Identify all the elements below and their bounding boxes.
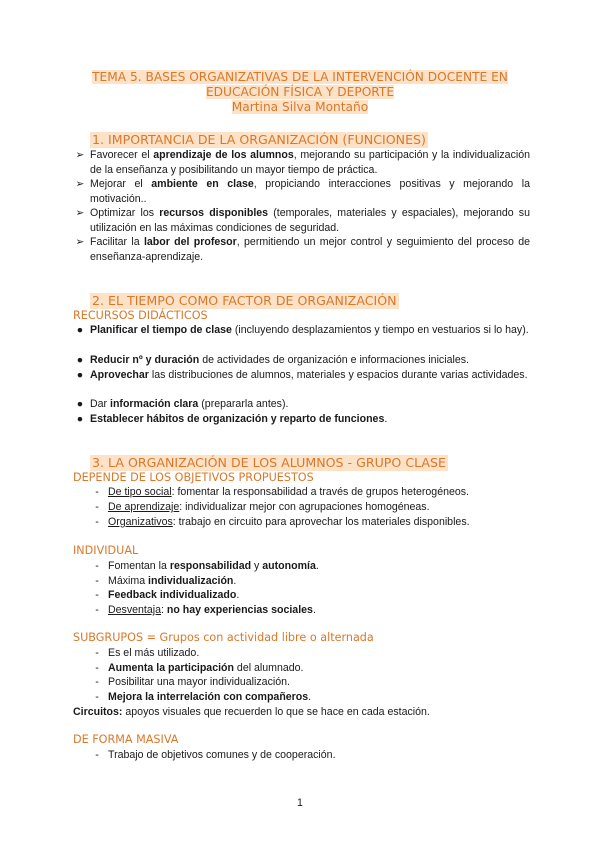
- section-2-heading: 2. EL TIEMPO COMO FACTOR DE ORGANIZACIÓN: [92, 293, 397, 308]
- s1-item-1: ➢ Favorecer el aprendizaje de los alumnos, mejorando su participación y la individualización de la enseñanza y posibilitando un mayor tiempo de práctica.: [90, 148, 530, 177]
- dash-bullet: -: [95, 662, 99, 674]
- bullet-dot-icon: ●: [76, 324, 84, 336]
- s3-massive-subheading: DE FORMA MASIVA: [73, 733, 179, 746]
- page-number: 1: [297, 797, 303, 809]
- s2-item-2: ● Reducir nº y duración de actividades de organización e informaciones iniciales.: [90, 353, 530, 368]
- dash-bullet: -: [95, 604, 99, 616]
- bullet-dot-icon: ●: [76, 369, 84, 381]
- dash-bullet: -: [95, 691, 99, 703]
- title-line-2: EDUCACIÓN FÍSICA Y DEPORTE: [205, 85, 395, 99]
- s3-sg-item-1: - Es el más utilizado.: [108, 646, 533, 661]
- s3-sg-item-2: - Aumenta la participación del alumnado.: [108, 661, 533, 676]
- s3-objectives-subheading: DEPENDE DE LOS OBJETIVOS PROPUESTOS: [73, 471, 314, 484]
- s3-ind-item-4: - Desventaja: no hay experiencias sociales.: [108, 603, 533, 618]
- s2-item-4: ● Dar información clara (prepararla antes).: [90, 397, 530, 412]
- document-title: [70, 70, 530, 115]
- s3-obj-item-3: - Organizativos: trabajo en circuito para aprovechar los materiales disponibles.: [108, 515, 533, 530]
- s2-subheading: RECURSOS DIDÁCTICOS: [73, 309, 208, 322]
- arrow-bullet-icon: ➢: [75, 236, 85, 248]
- s3-individual-subheading: INDIVIDUAL: [73, 544, 139, 557]
- bullet-dot-icon: ●: [76, 354, 84, 366]
- dash-bullet: -: [95, 589, 99, 601]
- s3-mas-item-1: - Trabajo de objetivos comunes y de cooperación.: [108, 748, 533, 763]
- s1-item-4: ➢ Facilitar la labor del profesor, permitiendo un mejor control y seguimiento del proceso de enseñanza-aprendizaje.: [90, 235, 530, 264]
- dash-bullet: -: [95, 676, 99, 688]
- s3-sg-item-4: - Mejora la interrelación con compañeros.: [108, 690, 533, 705]
- dash-bullet: -: [95, 560, 99, 572]
- s2-item-3: ● Aprovechar las distribuciones de alumnos, materiales y espacios durante varias actividades.: [90, 368, 530, 383]
- dash-bullet: -: [95, 647, 99, 659]
- s3-circuitos-note: Circuitos: apoyos visuales que recuerden lo que se hace en cada estación.: [73, 706, 430, 718]
- s3-ind-item-2: - Máxima individualización.: [108, 574, 533, 589]
- s1-item-3: ➢ Optimizar los recursos disponibles (temporales, materiales y espaciales), mejorando su utilización en las máximas condiciones de seguridad.: [90, 206, 530, 235]
- s2-item-1: ● Planificar el tiempo de clase (incluyendo desplazamientos y tiempo en vestuarios si lo hay).: [90, 323, 530, 338]
- section-3-heading: 3. LA ORGANIZACIÓN DE LOS ALUMNOS - GRUPO CLASE: [92, 455, 446, 470]
- dash-bullet: -: [95, 516, 99, 528]
- title-line-1: TEMA 5. BASES ORGANIZATIVAS DE LA INTERVENCIÓN DOCENTE EN: [92, 70, 508, 84]
- bullet-dot-icon: ●: [76, 398, 84, 410]
- s1-item-2: ➢ Mejorar el ambiente en clase, propiciando interacciones positivas y mejorando la motivación..: [90, 177, 530, 206]
- s3-obj-item-2: - De aprendizaje: individualizar mejor con agrupaciones homogéneas.: [108, 500, 533, 515]
- dash-bullet: -: [95, 486, 99, 498]
- s3-sg-item-3: - Posibilitar una mayor individualización.: [108, 675, 533, 690]
- dash-bullet: -: [95, 749, 99, 761]
- section-1-heading: 1. IMPORTANCIA DE LA ORGANIZACIÓN (FUNCIONES): [92, 132, 426, 147]
- s3-ind-item-3: - Feedback individualizado.: [108, 588, 533, 603]
- title-author: Martina Silva Montaño: [231, 100, 369, 114]
- arrow-bullet-icon: ➢: [75, 207, 85, 219]
- s3-subgroups-subheading: SUBGRUPOS = Grupos con actividad libre o alternada: [73, 631, 374, 644]
- s3-obj-item-1: - De tipo social: fomentar la responsabilidad a través de grupos heterogéneos.: [108, 485, 533, 500]
- arrow-bullet-icon: ➢: [75, 149, 85, 161]
- bullet-dot-icon: ●: [76, 413, 84, 425]
- dash-bullet: -: [95, 501, 99, 513]
- arrow-bullet-icon: ➢: [75, 178, 85, 190]
- s2-item-5: ● Establecer hábitos de organización y reparto de funciones.: [90, 412, 530, 427]
- s3-ind-item-1: - Fomentan la responsabilidad y autonomía.: [108, 559, 533, 574]
- dash-bullet: -: [95, 575, 99, 587]
